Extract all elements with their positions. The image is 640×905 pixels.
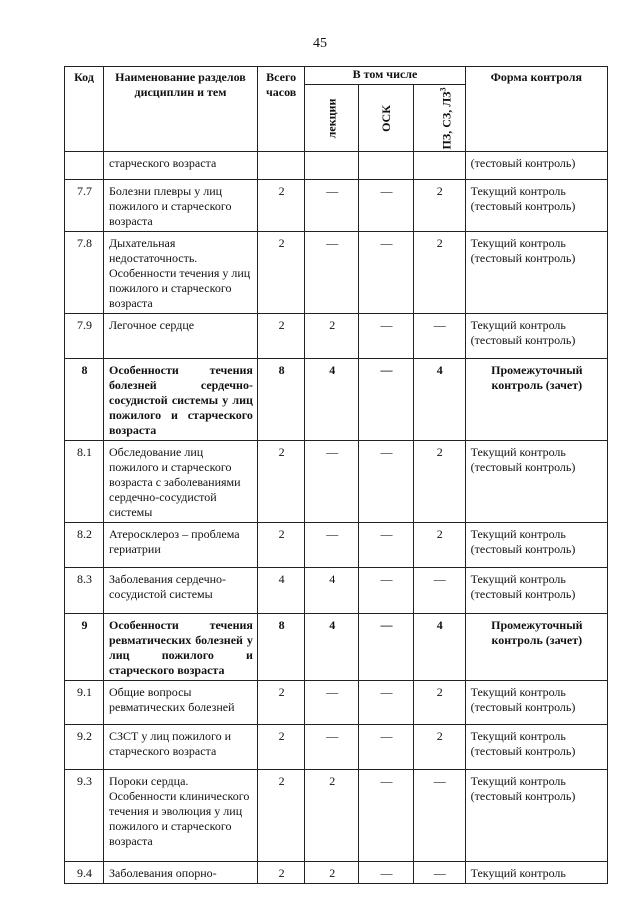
cell-total: 8 (257, 359, 304, 441)
cell-form: Текущий контроль (тестовый контроль) (465, 314, 607, 359)
header-total: Всего часов (257, 67, 304, 152)
cell-code: 9.3 (65, 770, 104, 862)
header-name: Наименование разделов дисциплин и тем (104, 67, 258, 152)
cell-name: СЗСТ у лиц пожилого и старческого возраста (104, 725, 258, 770)
cell-code: 8.3 (65, 568, 104, 614)
cell-pz: 2 (413, 523, 465, 568)
cell-pz: 2 (413, 232, 465, 314)
table-row (65, 614, 608, 681)
cell-total: 4 (257, 568, 304, 614)
cell-pz: 2 (413, 725, 465, 770)
cell-code: 8.1 (65, 441, 104, 523)
cell-total: 2 (257, 441, 304, 523)
cell-form: Текущий контроль (тестовый контроль) (465, 232, 607, 314)
cell-lectures: — (305, 441, 359, 523)
cell-pz: — (413, 770, 465, 862)
cell-osk (359, 152, 414, 180)
cell-lectures: 4 (305, 359, 359, 441)
cell-total: 2 (257, 725, 304, 770)
cell-pz: — (413, 862, 465, 884)
cell-pz: — (413, 314, 465, 359)
cell-code: 9 (65, 614, 104, 681)
cell-form: Текущий контроль (тестовый контроль) (465, 770, 607, 862)
cell-lectures: — (305, 681, 359, 725)
cell-osk: — (359, 314, 414, 359)
cell-pz: 2 (413, 180, 465, 232)
cell-pz (413, 152, 465, 180)
cell-form: Текущий контроль (465, 862, 607, 884)
page-number: 45 (313, 36, 327, 51)
header-form: Форма контроля (465, 67, 607, 152)
header-pz (413, 85, 465, 152)
table-row (65, 441, 608, 523)
cell-name: Особенности течения болезней сердечно-сосудистой системы у лиц пожилого и старческого возраста (104, 359, 258, 441)
cell-name: Особенности течения ревматических болезней у лиц пожилого и старческого возраста (104, 614, 258, 681)
cell-osk: — (359, 523, 414, 568)
cell-name: Дыхательная недостаточность. Особенности течения у лиц пожилого и старческого возраста (104, 232, 258, 314)
cell-total: 2 (257, 232, 304, 314)
cell-pz: 2 (413, 681, 465, 725)
cell-pz: 4 (413, 359, 465, 441)
cell-lectures: 2 (305, 862, 359, 884)
cell-osk: — (359, 725, 414, 770)
cell-osk: — (359, 359, 414, 441)
cell-total (257, 152, 304, 180)
cell-name: Общие вопросы ревматических болезней (104, 681, 258, 725)
cell-form: (тестовый контроль) (465, 152, 607, 180)
table-row (65, 862, 608, 884)
cell-osk: — (359, 441, 414, 523)
cell-code: 8 (65, 359, 104, 441)
cell-form: Текущий контроль (тестовый контроль) (465, 568, 607, 614)
table-row (65, 770, 608, 862)
cell-name: старческого возраста (104, 152, 258, 180)
cell-pz: — (413, 568, 465, 614)
cell-form: Промежуточный контроль (зачет) (465, 614, 607, 681)
cell-code: 9.1 (65, 681, 104, 725)
cell-osk: — (359, 614, 414, 681)
cell-lectures: 4 (305, 568, 359, 614)
cell-total: 2 (257, 681, 304, 725)
cell-form: Текущий контроль (тестовый контроль) (465, 180, 607, 232)
cell-osk: — (359, 568, 414, 614)
cell-name: Болезни плевры у лиц пожилого и старческого возраста (104, 180, 258, 232)
cell-form: Текущий контроль (тестовый контроль) (465, 681, 607, 725)
cell-lectures: 2 (305, 314, 359, 359)
cell-form: Текущий контроль (тестовый контроль) (465, 725, 607, 770)
header-lectures-text: лекции (324, 98, 339, 138)
cell-total: 2 (257, 770, 304, 862)
cell-name: Легочное сердце (104, 314, 258, 359)
cell-name: Атеросклероз – проблема гериатрии (104, 523, 258, 568)
cell-code: 8.2 (65, 523, 104, 568)
cell-pz: 4 (413, 614, 465, 681)
cell-code: 7.8 (65, 232, 104, 314)
table-body (65, 152, 608, 884)
cell-name: Обследование лиц пожилого и старческого возраста с заболеваниями сердечно-сосудистой системы (104, 441, 258, 523)
cell-lectures: — (305, 232, 359, 314)
curriculum-table (64, 66, 608, 884)
table-row (65, 523, 608, 568)
header-including: В том числе (305, 67, 465, 85)
cell-code (65, 152, 104, 180)
cell-code: 7.7 (65, 180, 104, 232)
cell-code: 7.9 (65, 314, 104, 359)
cell-name: Пороки сердца. Особенности клинического течения и эволюция у лиц пожилого и старческого возраста (104, 770, 258, 862)
cell-lectures: — (305, 180, 359, 232)
cell-code: 9.2 (65, 725, 104, 770)
cell-total: 2 (257, 180, 304, 232)
cell-total: 2 (257, 314, 304, 359)
cell-name: Заболевания опорно- (104, 862, 258, 884)
cell-osk: — (359, 770, 414, 862)
cell-total: 2 (257, 862, 304, 884)
table-row (65, 725, 608, 770)
cell-pz: 2 (413, 441, 465, 523)
table-row (65, 180, 608, 232)
cell-total: 2 (257, 523, 304, 568)
cell-code: 9.4 (65, 862, 104, 884)
cell-osk: — (359, 232, 414, 314)
cell-form: Промежуточный контроль (зачет) (465, 359, 607, 441)
table-row (65, 568, 608, 614)
table-row (65, 314, 608, 359)
header-pz-text (435, 87, 454, 149)
table-row (65, 359, 608, 441)
cell-osk: — (359, 180, 414, 232)
cell-form: Текущий контроль (тестовый контроль) (465, 441, 607, 523)
cell-form: Текущий контроль (тестовый контроль) (465, 523, 607, 568)
cell-osk: — (359, 681, 414, 725)
header-osk-text: ОСК (378, 104, 393, 132)
table-row (65, 681, 608, 725)
header-pz-label: ПЗ, СЗ, ЛЗ (439, 91, 454, 149)
cell-lectures: 2 (305, 770, 359, 862)
cell-lectures: — (305, 523, 359, 568)
table-header (65, 67, 608, 152)
table-row (65, 232, 608, 314)
cell-osk: — (359, 862, 414, 884)
header-code: Код (65, 67, 104, 152)
table-row (65, 152, 608, 180)
cell-lectures: 4 (305, 614, 359, 681)
cell-name: Заболевания сердечно-сосудистой системы (104, 568, 258, 614)
cell-lectures (305, 152, 359, 180)
cell-total: 8 (257, 614, 304, 681)
cell-lectures: — (305, 725, 359, 770)
header-pz-sup: 3 (438, 87, 448, 92)
header-osk (359, 85, 414, 152)
header-lectures (305, 85, 359, 152)
